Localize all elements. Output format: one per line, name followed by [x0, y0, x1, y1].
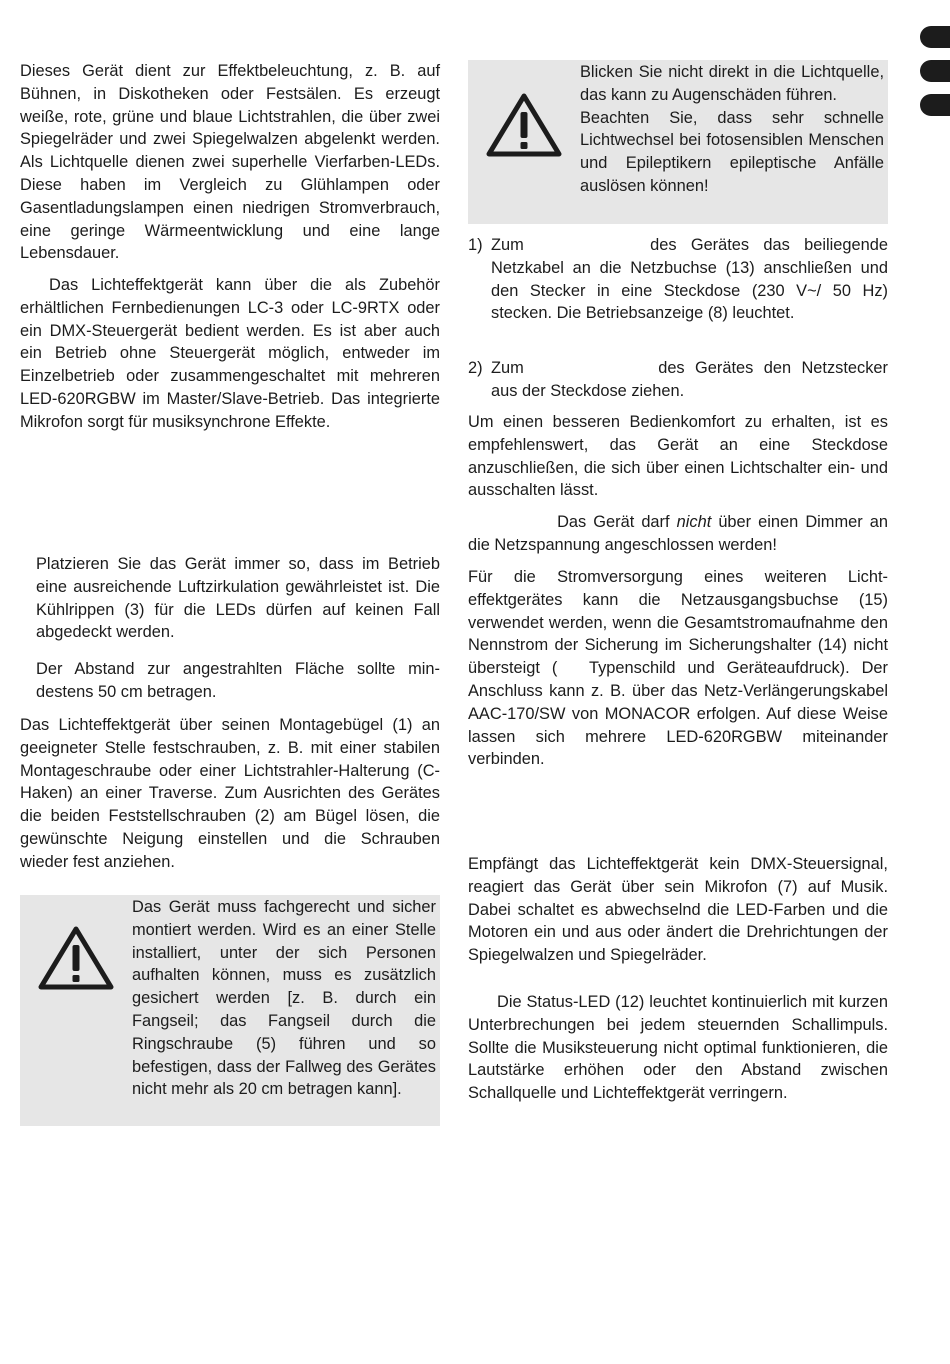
language-tab-2: [920, 60, 950, 82]
intro-paragraph: Dieses Gerät dient zur Effektbeleuchtung, z. B. auf Bühnen, in Diskotheken oder Festsälen. Es erzeugt weiße, rote, grüne und blaue Lichtstrahlen, die über zwei Spiegelräder und zwei Spiegelwalzen abgelenkt werden. Als Lichtquelle dienen zwei superhelle Vierfarben-LEDs. Diese haben im Vergleich zu Glühlampen oder Gasentladungslampen einen niedrigen Stromverbrauch, eine geringe Wärmeentwicklung und eine lange Lebensdauer.: [20, 62, 440, 263]
eye-warning-text: Blicken Sie nicht direkt in die Lichtquelle, das kann zu Augenschäden führen.: [580, 63, 884, 104]
step-text: Zum des Gerätes das beiliegende Netzkabel an die Netzbuchse (13) anschließen und den Stecker in eine Steckdose (230 V~/ 50 Hz) stecken. Die Betriebsanzeige (8) leuchtet.: [491, 236, 888, 323]
epilepsy-warning-text: Beachten Sie, dass sehr schnelle Lichtwechsel bei fotosensiblen Menschen und Epileptikern epileptische Anfälle auslösen können!: [580, 108, 884, 195]
language-tab-3: [920, 94, 950, 116]
status-led-paragraph: Die Status-LED (12) leuchtet kontinuierlich mit kurzen Unterbrechungen bei jedem steuernden Schallimpuls. Sollte die Musiksteuerung nicht optimal funktionieren, die Lautstärke erhöhen oder den Abstand zwischen Schallquelle und Lichteffektgerät verringern.: [468, 993, 888, 1103]
placement-bullet-2: Der Abstand zur angestrahlten Fläche sollte mindestens 50 cm betragen.: [36, 660, 440, 701]
step-number: 2): [468, 359, 483, 377]
warning-triangle-icon: [486, 92, 562, 158]
light-switch-paragraph: Um einen besseren Bedienkomfort zu erhalten, ist es empfehlenswert, das Gerät an eine Steckdose anzuschließen, die sich über einen Lichtschalter ein- und ausschalten lässt.: [468, 413, 888, 500]
eye-warning-box: [468, 60, 888, 224]
placement-bullet-1: Platzieren Sie das Gerät immer so, dass im Betrieb eine ausreichende Luftzirkulation gewährleistet ist. Die Kühlrippen (3) für die LEDs dürfen auf keinen Fall abgedeckt werden.: [36, 555, 440, 642]
mounting-warning-text: Das Gerät muss fachgerecht und sicher montiert werden. Wird es an einer Stelle installiert, unter der sich Personen aufhalten können, muss es zusätzlich gesichert werden [z. B. durch ein Fangseil; das Fangseil durch die Ringschraube (5) führen und so befestigen, dass der Fallweg des Gerätes nicht mehr als 20 cm betragen kann].: [132, 898, 436, 1099]
mounting-warning-box: [20, 895, 440, 1126]
warning-triangle-icon: [38, 925, 114, 991]
step-text: Zum des Gerätes den Netzstecker aus der Steckdose ziehen.: [491, 359, 888, 400]
sound-control-paragraph: Empfängt das Lichteffektgerät kein DMX-Steuersignal, reagiert das Gerät über sein Mikrofon (7) auf Musik. Dabei schaltet es abwechselnd die LED-Farben und die Motoren ein und aus oder ändert die Drehrichtungen der Spiegelwalzen und Spiegelräder.: [468, 855, 888, 965]
step-1: [468, 234, 888, 325]
step-number: 1): [468, 236, 483, 254]
control-paragraph: Das Lichteffektgerät kann über die als Zubehör erhältlichen Fernbedienungen LC-3 oder LC-9RTX oder ein DMX-Steuergerät bedient werden. Es ist aber auch ein Betrieb ohne Steuergerät möglich, entweder im Einzelbetrieb oder zusammengeschaltet mit mehreren LED-620RGBW im Master/Slave-Betrieb. Das integrierte Mikrofon sorgt für musiksynchrone Effekte.: [20, 276, 440, 431]
mounting-paragraph: Das Lichteffektgerät über seinen Montagebügel (1) an geeigneter Stelle festschrauben, z. B. mit einer stabilen Montageschraube oder einer Lichtstrahler-Halterung (C-Haken) an einer Traverse. Zum Ausrichten des Gerätes die beiden Feststellschrauben (2) am Bügel lösen, die gewünschte Neigung einstellen und die Schrauben wieder fest anziehen.: [20, 716, 440, 871]
step-2: [468, 357, 888, 403]
dimmer-note: Das Gerät darf nicht über einen Dimmer an die Netzspannung angeschlossen werden!: [468, 513, 888, 554]
power-output-paragraph: Für die Stromversorgung eines weiteren Lichteffektgerätes kann die Netzausgangsbuchse (15) verwendet werden, wenn die Gesamtstromaufnahme den Nennstrom der Sicherung im Sicherungshalter (14) nicht übersteigt ( Typenschild und Geräteaufdruck). Der Anschluss kann z. B. über das Netz-Verlängerungskabel AAC-170/SW von MONACOR erfolgen. Auf diese Weise lassen sich mehrere LED-620RGBW miteinander verbinden.: [468, 568, 889, 769]
language-tab-1: [920, 26, 950, 48]
